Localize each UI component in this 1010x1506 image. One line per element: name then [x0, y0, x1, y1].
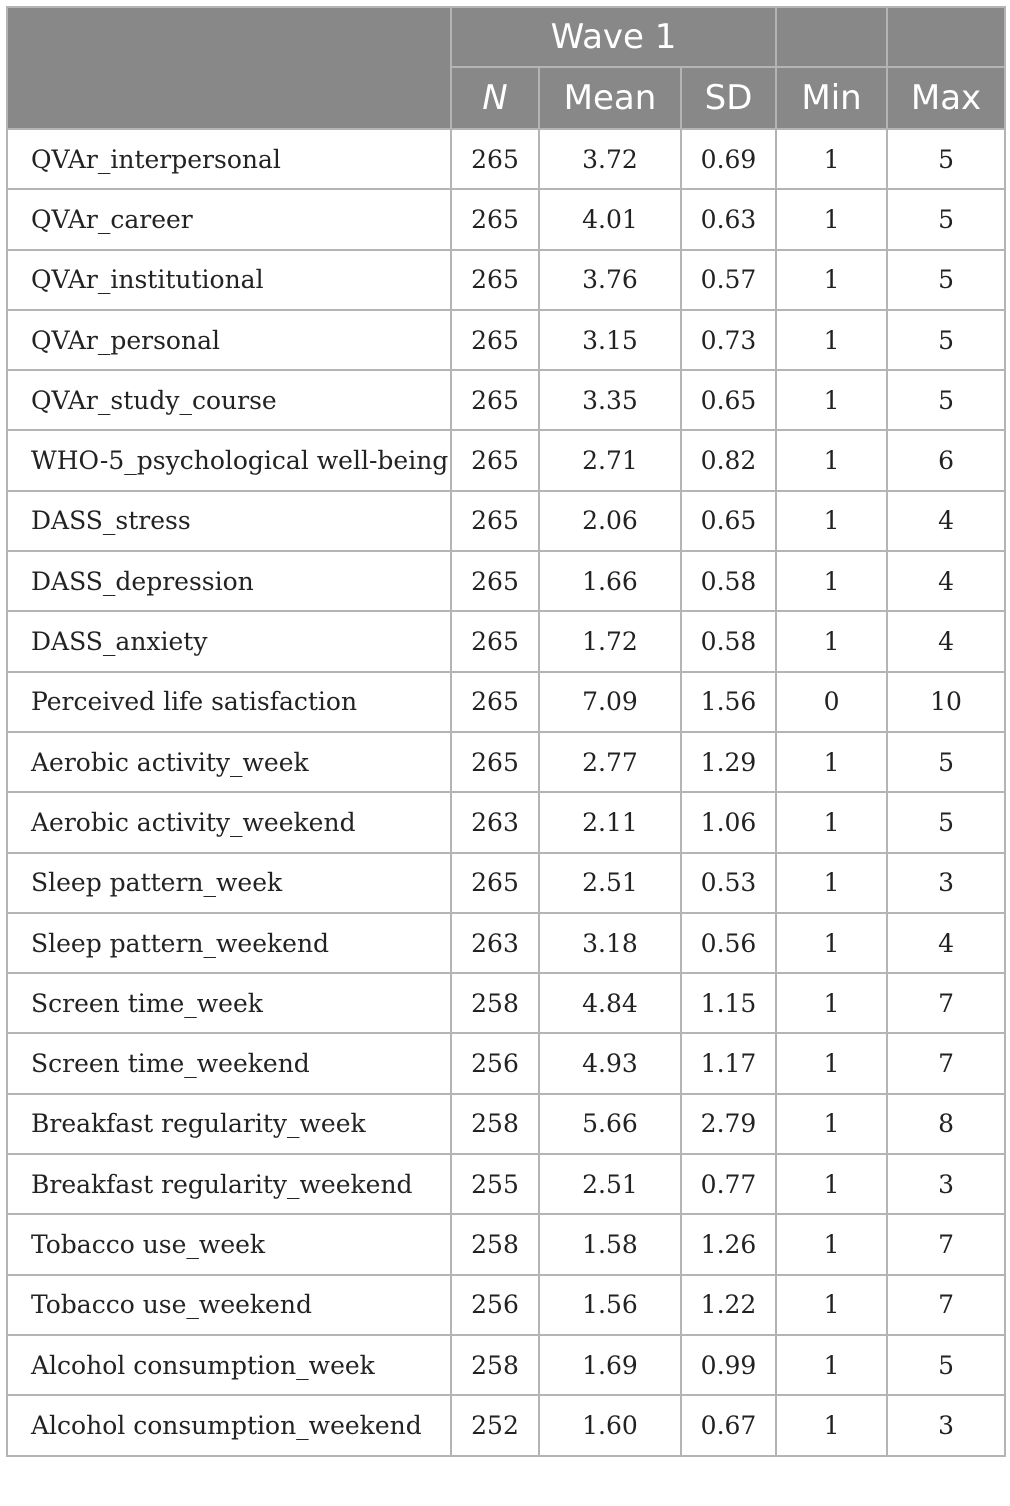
cell-sd: 0.69: [681, 129, 776, 189]
cell-sd: 0.77: [681, 1154, 776, 1214]
cell-sd: 2.79: [681, 1094, 776, 1154]
table-row: [7, 913, 1005, 973]
cell-min: 1: [776, 189, 887, 249]
cell-n: 265: [451, 551, 539, 611]
cell-min: 1: [776, 250, 887, 310]
cell-max: 3: [887, 853, 1005, 913]
table-row: [7, 1395, 1005, 1455]
table-row: [7, 853, 1005, 913]
cell-min: 1: [776, 129, 887, 189]
cell-mean: 3.35: [539, 370, 681, 430]
table-row: [7, 732, 1005, 792]
header-sd: SD: [681, 67, 776, 129]
header-variable-blank: [7, 7, 451, 129]
header-wave-1: Wave 1: [451, 7, 776, 67]
cell-n: 258: [451, 1094, 539, 1154]
table-row: [7, 611, 1005, 671]
cell-sd: 1.15: [681, 973, 776, 1033]
cell-variable: Sleep pattern_week: [7, 853, 451, 913]
cell-variable: Screen time_weekend: [7, 1033, 451, 1093]
cell-mean: 1.69: [539, 1335, 681, 1395]
cell-sd: 1.56: [681, 672, 776, 732]
cell-min: 1: [776, 1033, 887, 1093]
cell-max: 10: [887, 672, 1005, 732]
cell-sd: 1.17: [681, 1033, 776, 1093]
cell-n: 265: [451, 189, 539, 249]
table-row: [7, 1094, 1005, 1154]
cell-mean: 3.76: [539, 250, 681, 310]
cell-min: 1: [776, 1395, 887, 1455]
cell-max: 5: [887, 732, 1005, 792]
cell-n: 265: [451, 853, 539, 913]
cell-n: 258: [451, 973, 539, 1033]
cell-max: 5: [887, 1335, 1005, 1395]
header-min: Min: [776, 67, 887, 129]
cell-n: 252: [451, 1395, 539, 1455]
cell-mean: 3.18: [539, 913, 681, 973]
cell-min: 1: [776, 1214, 887, 1274]
cell-mean: 2.71: [539, 430, 681, 490]
header-max: Max: [887, 67, 1005, 129]
cell-mean: 2.06: [539, 491, 681, 551]
cell-mean: 4.01: [539, 189, 681, 249]
cell-sd: 0.82: [681, 430, 776, 490]
cell-sd: 0.58: [681, 551, 776, 611]
cell-sd: 0.99: [681, 1335, 776, 1395]
cell-max: 3: [887, 1154, 1005, 1214]
cell-mean: 2.51: [539, 1154, 681, 1214]
cell-max: 5: [887, 129, 1005, 189]
descriptive-statistics-table-container: [6, 6, 1004, 1457]
cell-sd: 1.22: [681, 1275, 776, 1335]
cell-mean: 1.58: [539, 1214, 681, 1274]
cell-sd: 1.06: [681, 792, 776, 852]
cell-mean: 4.93: [539, 1033, 681, 1093]
header-n: N: [451, 67, 539, 129]
cell-variable: Alcohol consumption_weekend: [7, 1395, 451, 1455]
cell-min: 1: [776, 310, 887, 370]
cell-n: 265: [451, 611, 539, 671]
cell-sd: 0.56: [681, 913, 776, 973]
header-min-top-blank: [776, 7, 887, 67]
table-header: [7, 7, 1005, 129]
cell-min: 1: [776, 370, 887, 430]
table-row: [7, 129, 1005, 189]
cell-mean: 1.66: [539, 551, 681, 611]
cell-max: 7: [887, 1033, 1005, 1093]
cell-max: 4: [887, 491, 1005, 551]
table-row: [7, 551, 1005, 611]
cell-mean: 1.60: [539, 1395, 681, 1455]
cell-max: 5: [887, 310, 1005, 370]
table-row: [7, 491, 1005, 551]
cell-min: 1: [776, 1275, 887, 1335]
cell-variable: QVAr_career: [7, 189, 451, 249]
cell-sd: 0.63: [681, 189, 776, 249]
cell-sd: 1.29: [681, 732, 776, 792]
cell-sd: 0.65: [681, 491, 776, 551]
cell-n: 265: [451, 732, 539, 792]
table-row: [7, 672, 1005, 732]
table-body: [7, 129, 1005, 1456]
cell-sd: 0.58: [681, 611, 776, 671]
table-row: [7, 1275, 1005, 1335]
descriptive-statistics-table: [6, 6, 1006, 1457]
cell-mean: 7.09: [539, 672, 681, 732]
cell-variable: DASS_stress: [7, 491, 451, 551]
cell-min: 1: [776, 913, 887, 973]
cell-min: 1: [776, 1154, 887, 1214]
cell-sd: 0.57: [681, 250, 776, 310]
cell-sd: 0.53: [681, 853, 776, 913]
header-max-top-blank: [887, 7, 1005, 67]
cell-n: 265: [451, 250, 539, 310]
cell-min: 1: [776, 853, 887, 913]
table-row: [7, 250, 1005, 310]
cell-min: 1: [776, 1094, 887, 1154]
cell-mean: 1.56: [539, 1275, 681, 1335]
cell-n: 263: [451, 792, 539, 852]
cell-n: 256: [451, 1033, 539, 1093]
cell-n: 256: [451, 1275, 539, 1335]
cell-min: 0: [776, 672, 887, 732]
cell-n: 263: [451, 913, 539, 973]
cell-max: 6: [887, 430, 1005, 490]
cell-max: 7: [887, 973, 1005, 1033]
table-row: [7, 430, 1005, 490]
cell-max: 7: [887, 1275, 1005, 1335]
cell-variable: QVAr_institutional: [7, 250, 451, 310]
cell-variable: DASS_anxiety: [7, 611, 451, 671]
cell-mean: 1.72: [539, 611, 681, 671]
cell-n: 265: [451, 310, 539, 370]
cell-max: 5: [887, 189, 1005, 249]
cell-max: 3: [887, 1395, 1005, 1455]
cell-variable: Perceived life satisfaction: [7, 672, 451, 732]
cell-variable: Alcohol consumption_week: [7, 1335, 451, 1395]
cell-variable: Tobacco use_week: [7, 1214, 451, 1274]
cell-min: 1: [776, 792, 887, 852]
cell-max: 4: [887, 913, 1005, 973]
cell-sd: 0.67: [681, 1395, 776, 1455]
cell-n: 265: [451, 491, 539, 551]
cell-mean: 3.72: [539, 129, 681, 189]
cell-variable: Screen time_week: [7, 973, 451, 1033]
cell-n: 265: [451, 370, 539, 430]
cell-mean: 3.15: [539, 310, 681, 370]
cell-min: 1: [776, 611, 887, 671]
cell-max: 4: [887, 551, 1005, 611]
cell-mean: 2.77: [539, 732, 681, 792]
cell-n: 258: [451, 1335, 539, 1395]
cell-max: 7: [887, 1214, 1005, 1274]
cell-variable: Aerobic activity_weekend: [7, 792, 451, 852]
table-row: [7, 792, 1005, 852]
cell-variable: Tobacco use_weekend: [7, 1275, 451, 1335]
cell-mean: 4.84: [539, 973, 681, 1033]
cell-max: 8: [887, 1094, 1005, 1154]
cell-mean: 5.66: [539, 1094, 681, 1154]
table-row: [7, 1154, 1005, 1214]
cell-variable: Breakfast regularity_weekend: [7, 1154, 451, 1214]
cell-variable: DASS_depression: [7, 551, 451, 611]
cell-max: 5: [887, 792, 1005, 852]
cell-n: 265: [451, 430, 539, 490]
header-row-group: [7, 7, 1005, 67]
cell-variable: QVAr_interpersonal: [7, 129, 451, 189]
cell-variable: Breakfast regularity_week: [7, 1094, 451, 1154]
cell-n: 265: [451, 129, 539, 189]
table-row: [7, 370, 1005, 430]
cell-mean: 2.51: [539, 853, 681, 913]
cell-variable: QVAr_personal: [7, 310, 451, 370]
cell-max: 4: [887, 611, 1005, 671]
cell-min: 1: [776, 973, 887, 1033]
table-row: [7, 189, 1005, 249]
table-row: [7, 310, 1005, 370]
cell-min: 1: [776, 1335, 887, 1395]
cell-variable: WHO-5_psychological well-being: [7, 430, 451, 490]
cell-sd: 0.73: [681, 310, 776, 370]
cell-variable: QVAr_study_course: [7, 370, 451, 430]
cell-min: 1: [776, 551, 887, 611]
cell-n: 255: [451, 1154, 539, 1214]
cell-variable: Aerobic activity_week: [7, 732, 451, 792]
table-row: [7, 973, 1005, 1033]
cell-max: 5: [887, 250, 1005, 310]
cell-variable: Sleep pattern_weekend: [7, 913, 451, 973]
table-row: [7, 1033, 1005, 1093]
cell-n: 265: [451, 672, 539, 732]
cell-sd: 0.65: [681, 370, 776, 430]
cell-min: 1: [776, 732, 887, 792]
cell-max: 5: [887, 370, 1005, 430]
cell-sd: 1.26: [681, 1214, 776, 1274]
cell-mean: 2.11: [539, 792, 681, 852]
cell-min: 1: [776, 491, 887, 551]
table-row: [7, 1335, 1005, 1395]
cell-min: 1: [776, 430, 887, 490]
header-mean: Mean: [539, 67, 681, 129]
table-row: [7, 1214, 1005, 1274]
cell-n: 258: [451, 1214, 539, 1274]
